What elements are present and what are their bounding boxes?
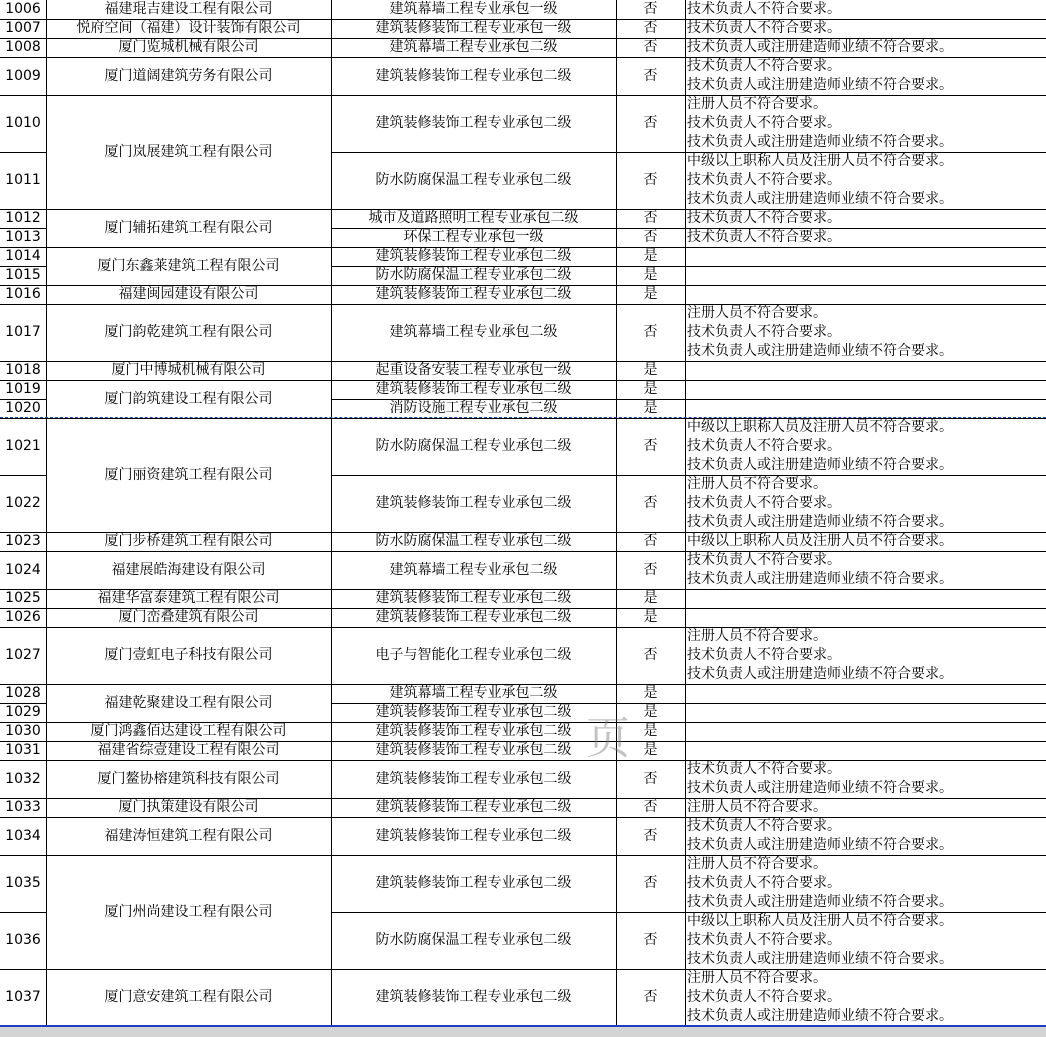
company-name-cell: 福建闽园建设有限公司: [118, 286, 259, 302]
column-rule: [685, 0, 686, 1026]
qualification-cell: 建筑装修装饰工程专业承包二级: [375, 609, 572, 625]
reasons-cell: [685, 209, 1046, 228]
reasons-cell: [685, 304, 1046, 361]
row-number-cell: 1032: [5, 770, 41, 787]
qualification-cell: 建筑幕墙工程专业承包二级: [389, 324, 558, 340]
qualification-cell: 建筑装修装饰工程专业承包二级: [375, 704, 572, 720]
company-name-cell: 厦门鸿鑫佰达建设工程有限公司: [90, 723, 287, 739]
row-number-cell: 1019: [5, 381, 41, 397]
row-number-cell: 1016: [5, 286, 41, 302]
company-name-cell: 厦门中博城机械有限公司: [111, 362, 266, 378]
reasons-cell: [685, 57, 1046, 95]
reason-line: 中级以上职称人员及注册人员不符合要求。: [687, 419, 953, 435]
row-number-cell: 1024: [5, 561, 41, 578]
result-cell: 否: [643, 533, 658, 549]
result-cell: 否: [643, 115, 658, 131]
company-name-cell: 福建华富泰建筑工程有限公司: [97, 590, 280, 606]
result-cell: 是: [643, 400, 658, 416]
qualification-cell: 建筑装修装饰工程专业承包二级: [375, 989, 572, 1005]
reasons-cell: [685, 532, 1046, 551]
row-number-cell: 1018: [5, 362, 41, 378]
reason-line: 中级以上职称人员及注册人员不符合要求。: [687, 913, 953, 929]
company-name-cell: 厦门峦叠建筑有限公司: [118, 609, 259, 625]
reasons-cell: [685, 0, 1046, 19]
result-cell: 否: [643, 1, 658, 17]
reason-line: 技术负责人不符合要求。: [687, 115, 841, 131]
qualification-cell: 建筑装修装饰工程专业承包二级: [375, 248, 572, 264]
result-cell: 否: [643, 438, 658, 454]
reason-line: 技术负责人不符合要求。: [687, 210, 841, 226]
qualification-cell: 建筑幕墙工程专业承包二级: [389, 39, 558, 55]
row-number-cell: 1013: [5, 229, 41, 245]
reason-line: 技术负责人或注册建造师业绩不符合要求。: [687, 571, 953, 587]
qualification-cell: 环保工程专业承包一级: [403, 229, 544, 245]
reasons-cell: [685, 266, 1046, 285]
reasons-cell: [685, 589, 1046, 608]
qualification-cell: 防水防腐保温工程专业承包二级: [375, 267, 572, 283]
reason-line: 技术负责人不符合要求。: [687, 818, 841, 834]
company-name-cell: 厦门步桥建筑工程有限公司: [104, 533, 273, 549]
result-cell: 是: [643, 590, 658, 606]
company-name-cell: 福建琨吉建设工程有限公司: [104, 1, 273, 17]
row-rule: [0, 703, 46, 704]
column-rule: [46, 0, 47, 1026]
row-rule: [0, 228, 46, 229]
reason-line: 注册人员不符合要求。: [687, 856, 827, 872]
company-name-cell: 悦府空间（福建）设计装饰有限公司: [76, 20, 301, 36]
result-cell: 是: [643, 723, 658, 739]
reason-line: 技术负责人不符合要求。: [687, 20, 841, 36]
reason-line: 技术负责人不符合要求。: [687, 875, 841, 891]
reason-line: 技术负责人不符合要求。: [687, 1, 841, 17]
reasons-cell: [685, 380, 1046, 399]
row-number-cell: 1031: [5, 742, 41, 758]
reason-line: 注册人员不符合要求。: [687, 476, 827, 492]
row-number-cell: 1023: [5, 533, 41, 549]
qualification-cell: 防水防腐保温工程专业承包二级: [375, 533, 572, 549]
reasons-cell: [685, 551, 1046, 589]
company-name-cell: 厦门览城机械有限公司: [118, 39, 259, 55]
result-cell: 否: [643, 561, 658, 578]
reason-line: 注册人员不符合要求。: [687, 628, 827, 644]
company-name-cell: 厦门意安建筑工程有限公司: [104, 989, 273, 1005]
reasons-cell: [685, 608, 1046, 627]
company-name-cell: 厦门执策建设有限公司: [118, 799, 259, 815]
row-number-cell: 1037: [5, 989, 41, 1005]
reason-line: 技术负责人或注册建造师业绩不符合要求。: [687, 894, 953, 910]
reasons-cell: [685, 399, 1046, 418]
reason-line: 技术负责人不符合要求。: [687, 438, 841, 454]
result-cell: 否: [643, 647, 658, 663]
reason-line: 中级以上职称人员及注册人员不符合要求。: [687, 533, 953, 549]
qualification-cell: 建筑装修装饰工程专业承包二级: [375, 723, 572, 739]
reason-line: 注册人员不符合要求。: [687, 96, 827, 112]
reasons-cell: [685, 247, 1046, 266]
row-number-cell: 1034: [5, 827, 41, 844]
qualification-cell: 建筑幕墙工程专业承包二级: [389, 561, 558, 578]
qualification-cell: 城市及道路照明工程专业承包二级: [368, 210, 579, 226]
reasons-cell: [685, 627, 1046, 684]
row-number-cell: 1012: [5, 210, 41, 226]
reasons-cell: [685, 38, 1046, 57]
result-cell: 是: [643, 362, 658, 378]
company-name-cell: 福建涛恒建筑工程有限公司: [104, 827, 273, 844]
qualification-cell: 建筑装修装饰工程专业承包二级: [375, 590, 572, 606]
reasons-cell: [685, 285, 1046, 304]
result-cell: 否: [643, 229, 658, 245]
company-name-cell: 厦门州尚建设工程有限公司: [104, 903, 273, 920]
reason-line: 技术负责人或注册建造师业绩不符合要求。: [687, 343, 953, 359]
result-cell: 是: [643, 248, 658, 264]
reason-line: 技术负责人或注册建造师业绩不符合要求。: [687, 780, 953, 796]
reasons-cell: [685, 475, 1046, 532]
result-cell: 否: [643, 324, 658, 340]
row-number-cell: 1014: [5, 248, 41, 264]
reasons-cell: [685, 760, 1046, 798]
company-name-cell: 厦门辅拓建筑工程有限公司: [104, 219, 273, 236]
reasons-cell: [685, 855, 1046, 912]
row-number-cell: 1006: [5, 1, 41, 17]
result-cell: 否: [643, 770, 658, 787]
qualification-cell: 建筑装修装饰工程专业承包二级: [375, 495, 572, 511]
result-cell: 是: [643, 286, 658, 302]
reasons-cell: [685, 741, 1046, 760]
row-number-cell: 1025: [5, 590, 41, 606]
row-rule: [0, 912, 46, 913]
row-number-cell: 1020: [5, 400, 41, 416]
company-name-cell: 厦门岚展建筑工程有限公司: [104, 143, 273, 160]
qualification-cell: 建筑装修装饰工程专业承包一级: [375, 20, 572, 36]
qualification-cell: 建筑装修装饰工程专业承包二级: [375, 286, 572, 302]
company-name-cell: 厦门韵筑建设工程有限公司: [104, 390, 273, 407]
reason-line: 技术负责人不符合要求。: [687, 58, 841, 74]
company-name-cell: 厦门丽资建筑工程有限公司: [104, 466, 273, 483]
reason-line: 技术负责人不符合要求。: [687, 761, 841, 777]
reasons-cell: [685, 418, 1046, 475]
result-cell: 是: [643, 704, 658, 720]
result-cell: 是: [643, 381, 658, 397]
result-cell: 是: [643, 609, 658, 625]
row-number-cell: 1029: [5, 704, 41, 720]
result-cell: 否: [643, 20, 658, 36]
company-name-cell: 厦门东鑫莱建筑工程有限公司: [97, 257, 280, 274]
reason-line: 技术负责人不符合要求。: [687, 172, 841, 188]
company-name-cell: 厦门鳌协榕建筑科技有限公司: [97, 770, 280, 787]
status-strip: [0, 1027, 1046, 1037]
row-rule: [0, 266, 46, 267]
reasons-cell: [685, 361, 1046, 380]
reason-line: 技术负责人不符合要求。: [687, 989, 841, 1005]
reasons-cell: [685, 95, 1046, 152]
result-cell: 否: [643, 989, 658, 1005]
result-cell: 否: [643, 172, 658, 188]
result-cell: 否: [643, 932, 658, 948]
row-number-cell: 1015: [5, 267, 41, 283]
row-rule: [0, 399, 46, 400]
qualification-cell: 消防设施工程专业承包二级: [389, 400, 558, 416]
reason-line: 技术负责人或注册建造师业绩不符合要求。: [687, 77, 953, 93]
reason-line: 技术负责人或注册建造师业绩不符合要求。: [687, 39, 953, 55]
row-number-cell: 1036: [5, 932, 41, 948]
row-number-cell: 1028: [5, 685, 41, 701]
row-rule: [331, 703, 1046, 704]
reason-line: 技术负责人不符合要求。: [687, 647, 841, 663]
reason-line: 技术负责人不符合要求。: [687, 932, 841, 948]
reason-line: 技术负责人或注册建造师业绩不符合要求。: [687, 457, 953, 473]
company-name-cell: 福建乾聚建设工程有限公司: [104, 694, 273, 711]
reasons-cell: [685, 798, 1046, 817]
row-number-cell: 1035: [5, 875, 41, 891]
reasons-cell: [685, 969, 1046, 1026]
reason-line: 技术负责人不符合要求。: [687, 495, 841, 511]
result-cell: 否: [643, 495, 658, 511]
reason-line: 技术负责人不符合要求。: [687, 324, 841, 340]
result-cell: 是: [643, 685, 658, 701]
reason-line: 技术负责人或注册建造师业绩不符合要求。: [687, 514, 953, 530]
reasons-cell: [685, 684, 1046, 703]
row-number-cell: 1007: [5, 20, 41, 36]
row-number-cell: 1010: [5, 115, 41, 131]
reason-line: 技术负责人不符合要求。: [687, 229, 841, 245]
result-cell: 否: [643, 799, 658, 815]
reason-line: 注册人员不符合要求。: [687, 970, 827, 986]
qualification-cell: 建筑幕墙工程专业承包一级: [389, 1, 558, 17]
company-name-cell: 福建省综壹建设工程有限公司: [97, 742, 280, 758]
result-cell: 否: [643, 875, 658, 891]
reasons-cell: [685, 817, 1046, 855]
qualification-cell: 防水防腐保温工程专业承包二级: [375, 172, 572, 188]
qualification-cell: 电子与智能化工程专业承包二级: [375, 647, 572, 663]
reason-line: 技术负责人或注册建造师业绩不符合要求。: [687, 1008, 953, 1024]
column-rule: [616, 0, 617, 1026]
result-cell: 否: [643, 827, 658, 844]
qualification-cell: 防水防腐保温工程专业承包二级: [375, 932, 572, 948]
reason-line: 注册人员不符合要求。: [687, 305, 827, 321]
qualification-cell: 建筑装修装饰工程专业承包二级: [375, 381, 572, 397]
row-rule: [0, 152, 46, 153]
qualification-cell: 建筑装修装饰工程专业承包二级: [375, 115, 572, 131]
qualification-cell: 建筑装修装饰工程专业承包二级: [375, 67, 572, 84]
qualification-cell: 起重设备安装工程专业承包一级: [375, 362, 572, 378]
company-name-cell: 厦门壹虹电子科技有限公司: [104, 647, 273, 663]
row-number-cell: 1027: [5, 647, 41, 663]
row-rule: [331, 912, 1046, 913]
row-rule: [331, 152, 1046, 153]
reason-line: 技术负责人或注册建造师业绩不符合要求。: [687, 134, 953, 150]
result-cell: 否: [643, 39, 658, 55]
result-cell: 否: [643, 67, 658, 84]
row-number-cell: 1030: [5, 723, 41, 739]
reason-line: 技术负责人或注册建造师业绩不符合要求。: [687, 191, 953, 207]
row-rule: [331, 228, 1046, 229]
row-number-cell: 1026: [5, 609, 41, 625]
row-number-cell: 1017: [5, 324, 41, 340]
row-number-cell: 1011: [5, 172, 41, 188]
reason-line: 技术负责人不符合要求。: [687, 552, 841, 568]
reason-line: 中级以上职称人员及注册人员不符合要求。: [687, 153, 953, 169]
qualification-cell: 建筑装修装饰工程专业承包二级: [375, 742, 572, 758]
row-number-cell: 1022: [5, 495, 41, 511]
company-name-cell: 厦门道阔建筑劳务有限公司: [104, 67, 273, 84]
reason-line: 技术负责人或注册建造师业绩不符合要求。: [687, 837, 953, 853]
qualification-cell: 防水防腐保温工程专业承包二级: [375, 438, 572, 454]
qualification-cell: 建筑装修装饰工程专业承包二级: [375, 799, 572, 815]
row-rule: [331, 266, 1046, 267]
reasons-cell: [685, 228, 1046, 247]
row-number-cell: 1021: [5, 438, 41, 454]
row-number-cell: 1008: [5, 39, 41, 55]
qualification-cell: 建筑装修装饰工程专业承包二级: [375, 770, 572, 787]
result-cell: 是: [643, 742, 658, 758]
result-cell: 是: [643, 267, 658, 283]
column-rule: [331, 0, 332, 1026]
reasons-cell: [685, 912, 1046, 969]
result-cell: 否: [643, 210, 658, 226]
reason-line: 技术负责人或注册建造师业绩不符合要求。: [687, 666, 953, 682]
qualification-cell: 建筑幕墙工程专业承包二级: [389, 685, 558, 701]
row-rule: [0, 475, 46, 476]
qualification-cell: 建筑装修装饰工程专业承包二级: [375, 827, 572, 844]
reason-line: 注册人员不符合要求。: [687, 799, 827, 815]
company-name-cell: 福建展皓海建设有限公司: [111, 561, 266, 578]
qualification-cell: 建筑装修装饰工程专业承包二级: [375, 875, 572, 891]
reason-line: 技术负责人或注册建造师业绩不符合要求。: [687, 951, 953, 967]
reasons-cell: [685, 722, 1046, 741]
company-name-cell: 厦门韵乾建筑工程有限公司: [104, 324, 273, 340]
reasons-cell: [685, 703, 1046, 722]
page-watermark: 页: [586, 713, 630, 764]
row-rule: [331, 475, 1046, 476]
row-number-cell: 1009: [5, 67, 41, 84]
row-number-cell: 1033: [5, 799, 41, 815]
page-break-line: [0, 417, 1046, 418]
row-rule: [331, 399, 1046, 400]
reasons-cell: [685, 19, 1046, 38]
reasons-cell: [685, 152, 1046, 209]
